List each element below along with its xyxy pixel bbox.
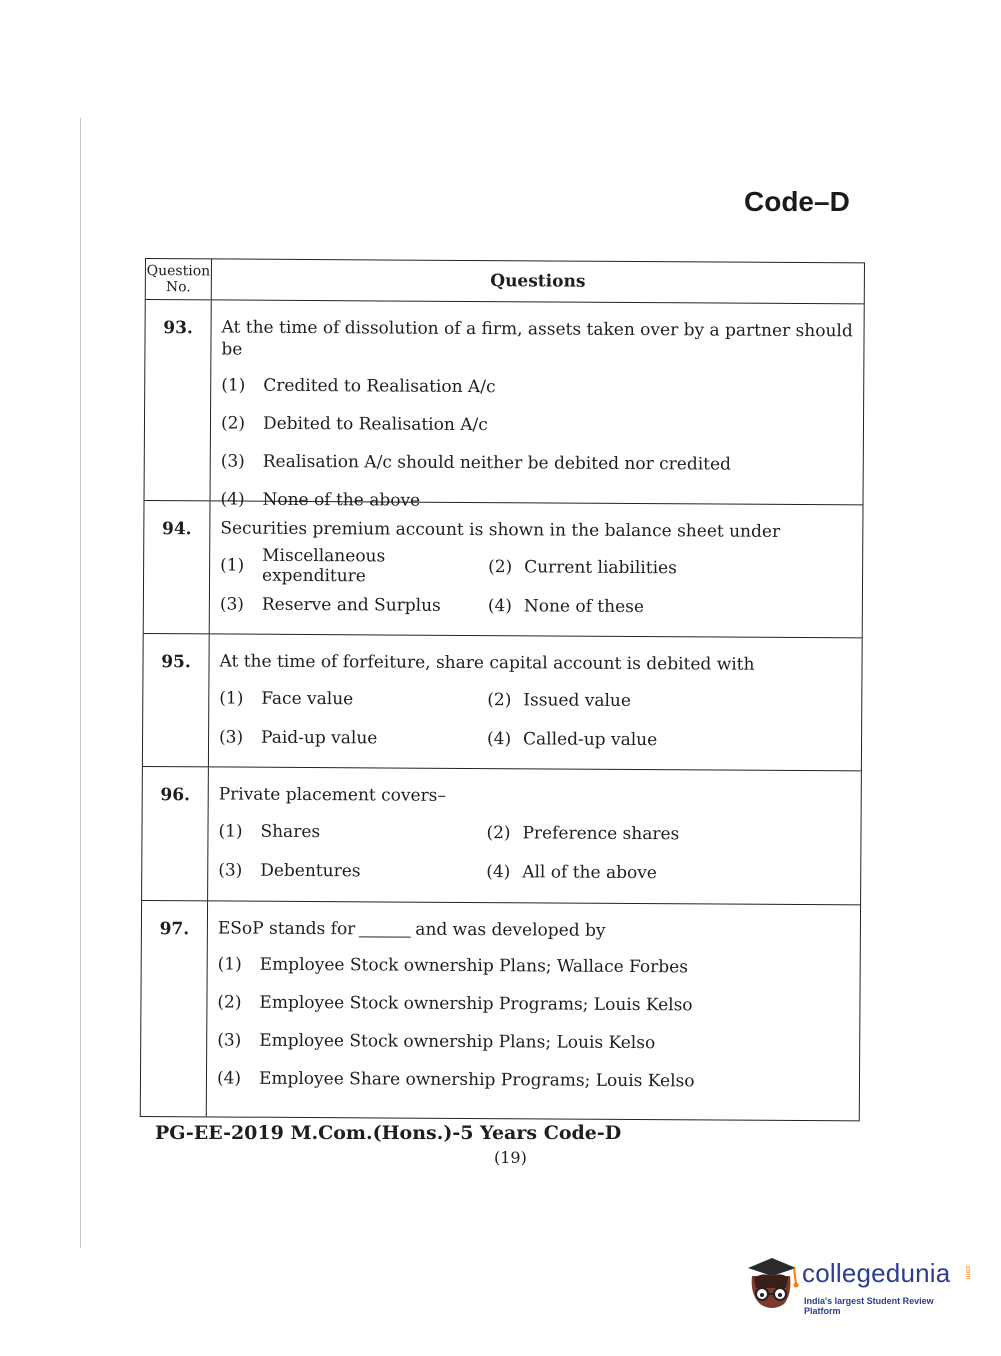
option-number: (1) [218, 820, 243, 842]
question-row [145, 299, 864, 511]
option-text: Shares [260, 821, 321, 842]
question-row [144, 500, 863, 637]
option-number: (2) [217, 992, 242, 1013]
option [217, 1021, 859, 1063]
table-header-row [146, 259, 864, 303]
fill-blank [359, 936, 411, 937]
page-number: (19) [494, 1148, 527, 1167]
option-text: Face value [261, 688, 354, 709]
option-text: Debentures [260, 860, 361, 881]
brand-name: collegedunia [802, 1258, 951, 1288]
option-number: (1) [217, 954, 242, 975]
mascot-icon [742, 1254, 802, 1314]
question-number: 96. [142, 767, 209, 900]
option-number: (3) [220, 451, 245, 472]
question-text-part: ESoP stands for [217, 918, 356, 940]
option [219, 678, 487, 719]
questions-table [140, 258, 865, 1121]
question-text-part: and was developed by [415, 919, 606, 941]
questions-header: Questions [490, 271, 586, 292]
option [487, 680, 861, 721]
option-number: (4) [487, 595, 513, 616]
collegedunia-logo [742, 1252, 972, 1316]
option-number: (4) [220, 489, 245, 510]
option-number: (4) [487, 728, 512, 749]
option-text: Preference shares [522, 822, 680, 844]
option-text: Employee Stock ownership Plans; Louis Kelso [259, 1030, 656, 1054]
option-text: Employee Stock ownership Programs; Louis Kelso [259, 992, 693, 1016]
option-number: (3) [218, 859, 243, 881]
option-text: Credited to Realisation A/c [263, 375, 496, 398]
option-text: Paid-up value [261, 727, 378, 748]
option-text: All of the above [522, 861, 657, 883]
option-number: (3) [219, 593, 245, 615]
option-number: (4) [486, 861, 511, 882]
option [487, 719, 861, 760]
option [221, 366, 863, 408]
option-text: Employee Share ownership Programs; Louis Kelso [258, 1068, 695, 1092]
option-text: Employee Stock ownership Plans; Wallace Forbes [259, 954, 689, 978]
option-number: (2) [486, 822, 511, 843]
option [218, 850, 486, 891]
option [488, 586, 862, 627]
question-text: Private placement covers– [218, 784, 446, 806]
option-text: Realisation A/c should neither be debited nor credited [262, 451, 732, 475]
option [486, 852, 860, 893]
option-number: (3) [217, 1030, 242, 1051]
option-number: (1) [220, 554, 245, 576]
option-text: Current liabilities [524, 556, 677, 578]
question-row [143, 633, 862, 770]
question-no-header: Question No. [146, 259, 212, 299]
brand-suffix: .com [964, 1264, 971, 1280]
option [220, 545, 488, 586]
option-number: (4) [216, 1068, 242, 1089]
option-text: None of these [523, 595, 645, 617]
option [218, 945, 860, 987]
question-row [141, 900, 860, 1120]
option-text: Miscellaneous expenditure [262, 545, 386, 586]
brand-tagline: India's largest Student Review Platform [804, 1296, 934, 1316]
option-text: Called-up value [523, 728, 658, 750]
option-text: Debited to Realisation A/c [262, 413, 488, 436]
option-text: None of the above [262, 489, 421, 511]
option [488, 547, 862, 588]
option [220, 584, 488, 625]
option-number: (2) [488, 556, 513, 577]
question-text [208, 901, 860, 943]
option [221, 404, 863, 446]
question-number: 95. [143, 634, 210, 766]
option-text: Reserve and Surplus [261, 594, 441, 616]
option [217, 983, 859, 1025]
question-text: At the time of dissolution of a firm, assets taken over by a partner should be [221, 317, 853, 360]
option [219, 717, 487, 758]
option-number: (3) [219, 726, 244, 748]
question-text: At the time of forfeiture, share capital account is debited with [219, 651, 755, 675]
option-number: (1) [221, 375, 246, 396]
option [217, 1059, 859, 1101]
paper-code: Code–D [744, 186, 850, 217]
question-row [142, 766, 861, 904]
question-number: 97. [141, 901, 208, 1116]
question-number: 94. [144, 501, 211, 633]
option-text: Issued value [523, 689, 632, 711]
option-number: (2) [487, 689, 512, 710]
option [218, 811, 486, 852]
question-text: Securities premium account is shown in the balance sheet under [220, 518, 781, 542]
option-number: (1) [219, 687, 244, 709]
option-number: (2) [220, 413, 246, 434]
option [486, 813, 860, 854]
binding-margin-line [80, 118, 81, 1248]
exam-footer: PG-EE-2019 M.Com.(Hons.)-5 Years Code-D [155, 1122, 622, 1144]
question-number: 93. [145, 300, 212, 500]
option [221, 442, 863, 484]
